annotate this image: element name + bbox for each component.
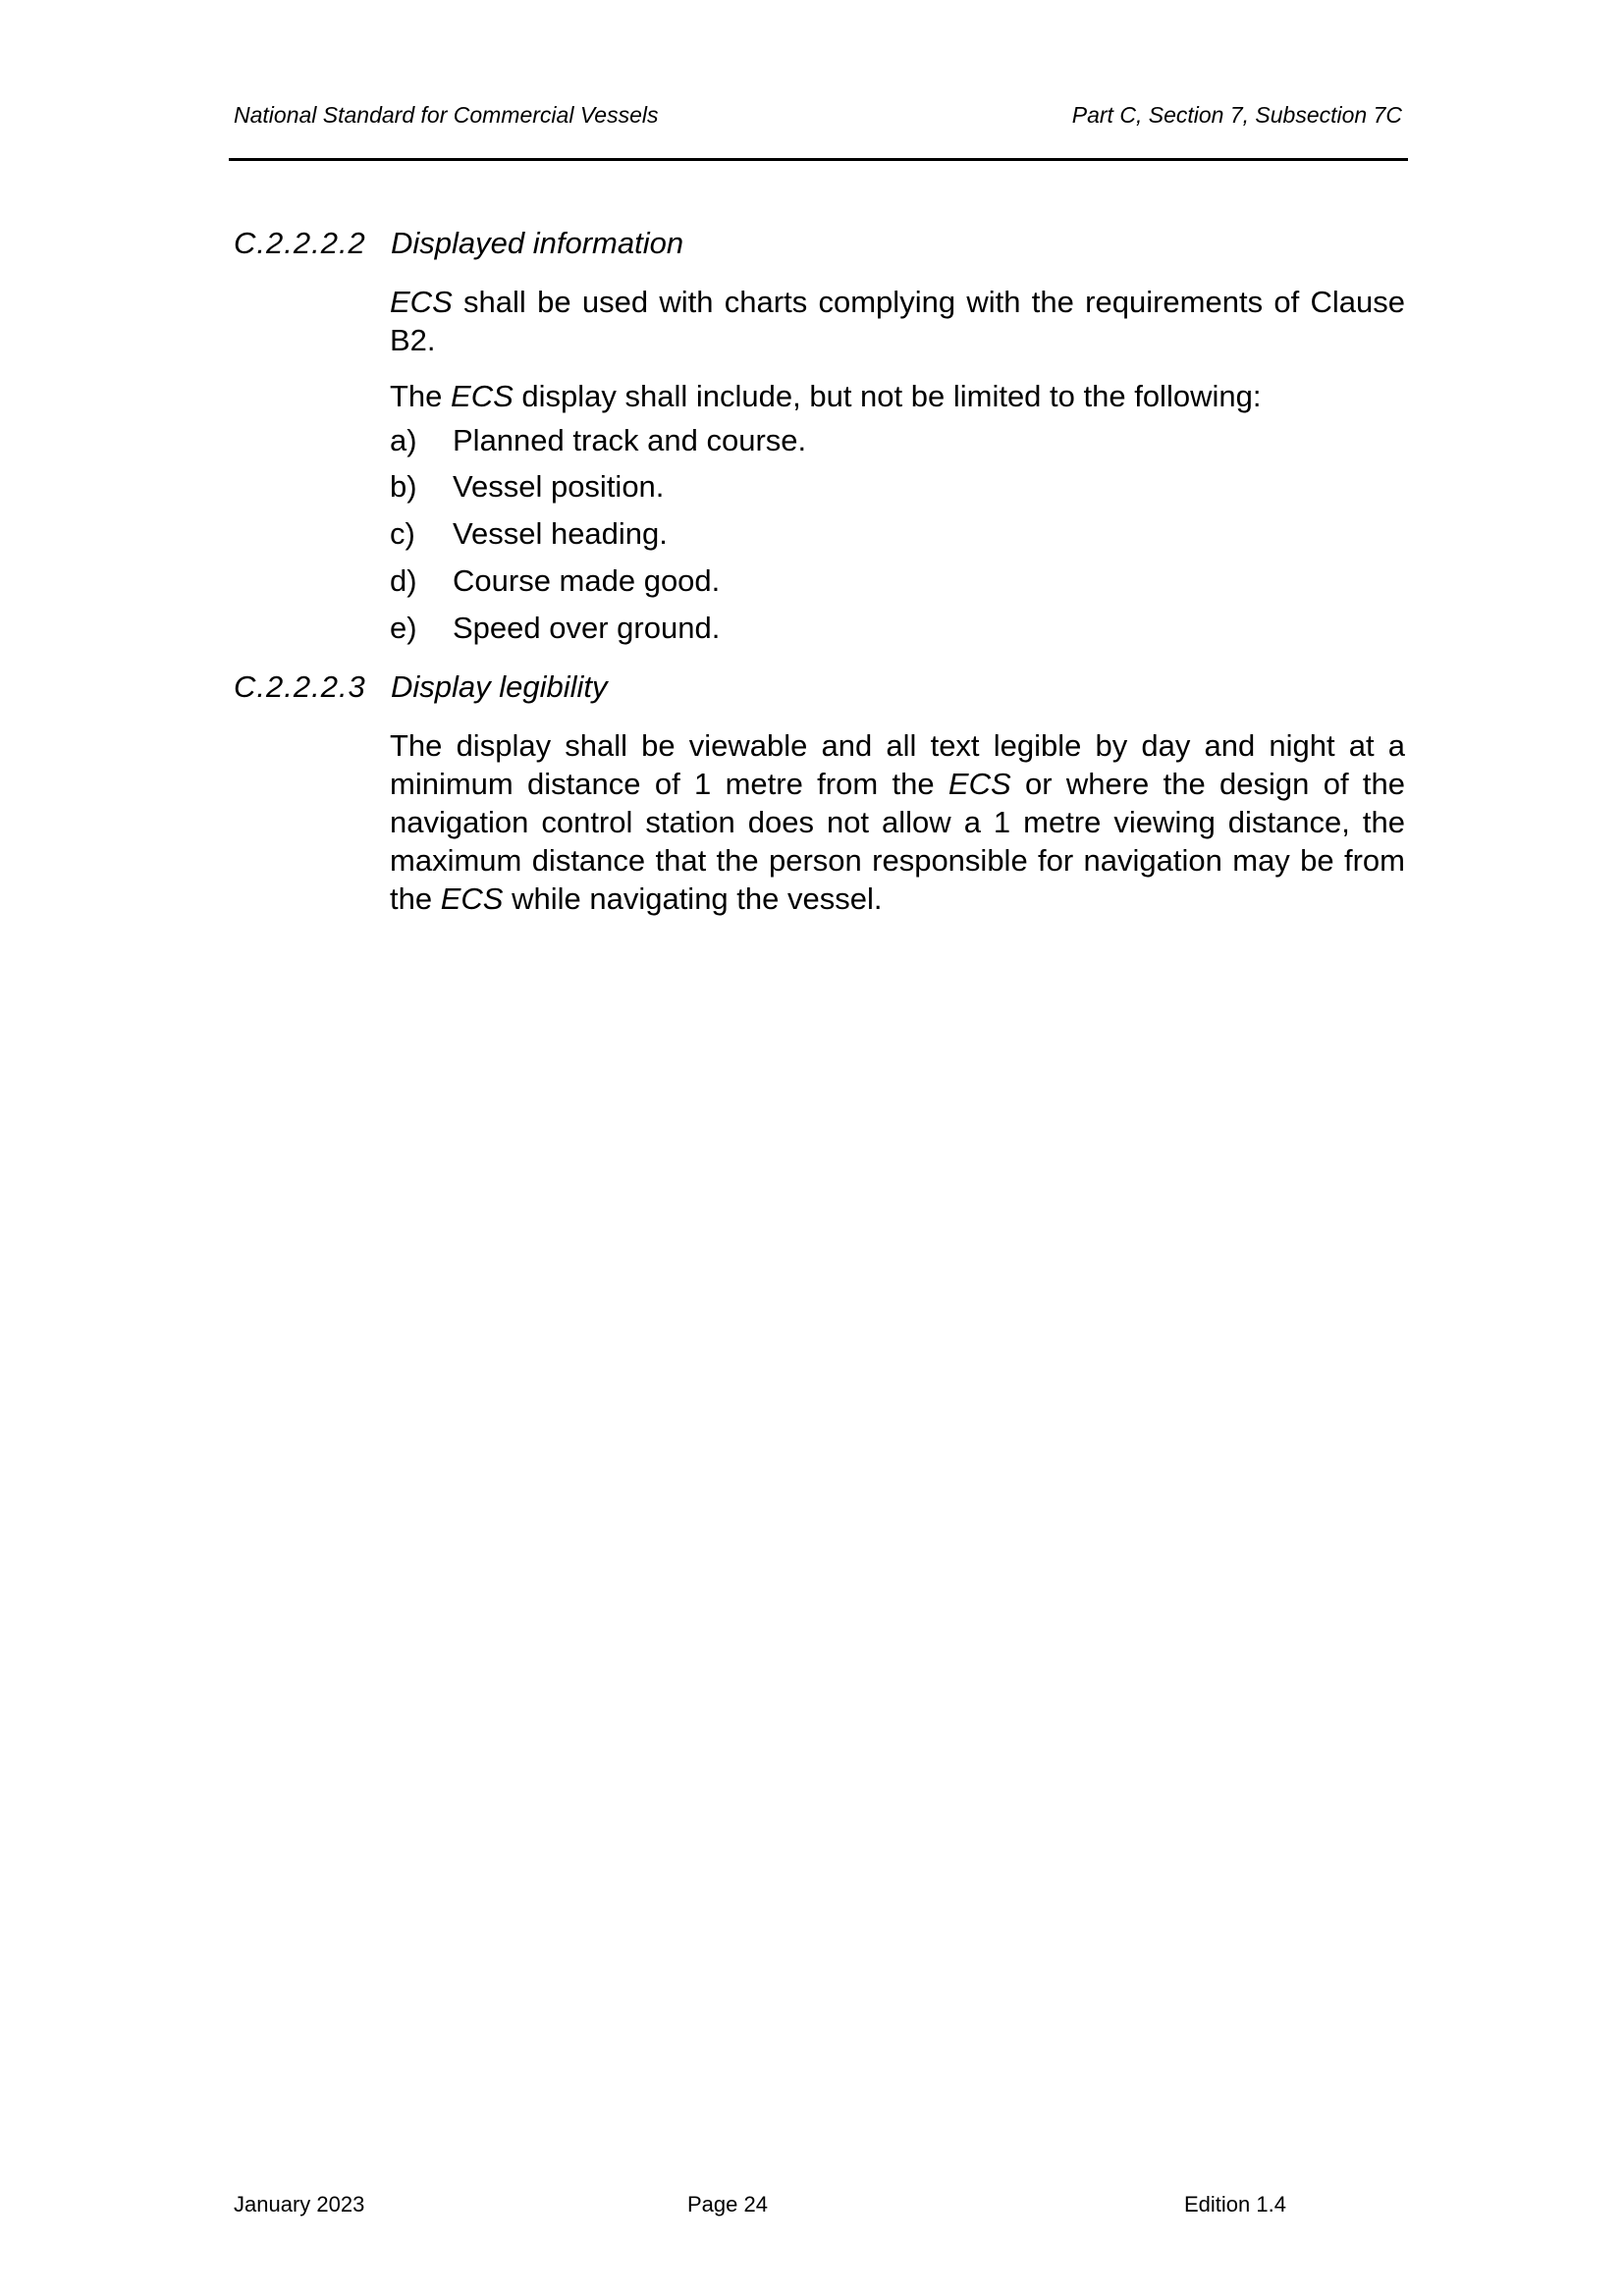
- term-ecs: ECS: [947, 767, 1011, 801]
- list-item-text: Speed over ground.: [453, 611, 721, 645]
- list-item-label: b): [390, 469, 417, 504]
- section-title: Display legibility: [391, 669, 608, 704]
- section-title: Displayed information: [391, 226, 684, 260]
- list-item: [390, 611, 720, 646]
- paragraph-text: display shall include, but not be limited to the following:: [513, 379, 1262, 413]
- paragraph-legibility: [390, 726, 1405, 918]
- term-ecs: ECS: [440, 881, 504, 916]
- paragraph-text: while navigating the vessel.: [503, 881, 883, 916]
- list-item: [390, 563, 720, 599]
- list-item-label: a): [390, 423, 417, 457]
- list-item-label: c): [390, 516, 415, 551]
- section-heading-displayed-information: [234, 226, 683, 261]
- header-section-ref: Part C, Section 7, Subsection 7C: [1071, 102, 1402, 128]
- list-item-text: Vessel heading.: [453, 516, 668, 551]
- term-ecs: ECS: [390, 285, 453, 319]
- paragraph-text: The: [390, 379, 452, 413]
- section-heading-display-legibility: [234, 669, 608, 705]
- header-divider: [229, 158, 1408, 161]
- list-item-text: Planned track and course.: [453, 423, 807, 457]
- list-item: [390, 516, 668, 552]
- list-item-text: Vessel position.: [453, 469, 665, 504]
- paragraph-text: The display shall be viewable and all text legible by day and night at a minimum distance of 1 metre from the: [390, 728, 1405, 801]
- section-number: C.2.2.2.2: [234, 226, 366, 260]
- paragraph-text: or where the design of the navigation control station does not allow a 1 metre viewing distance, the maximum distance that the person responsible for navigation may be from the: [390, 767, 1405, 916]
- header-document-title: National Standard for Commercial Vessels: [234, 102, 659, 128]
- footer-page-number: Page 24: [687, 2192, 768, 2216]
- section-number: C.2.2.2.3: [234, 669, 366, 704]
- list-item: [390, 469, 664, 505]
- paragraph-display-include: [390, 377, 1405, 415]
- list-item-text: Course made good.: [453, 563, 721, 598]
- page-header: [232, 102, 1406, 141]
- footer-date: January 2023: [234, 2192, 365, 2216]
- paragraph-text: shall be used with charts complying with the requirements of Clause B2.: [390, 285, 1405, 357]
- term-ecs: ECS: [451, 379, 514, 413]
- footer-edition: Edition 1.4: [1184, 2192, 1286, 2216]
- list-item-label: d): [390, 563, 417, 598]
- list-item-label: e): [390, 611, 417, 645]
- paragraph-charts-requirement: [390, 283, 1405, 359]
- list-item: [390, 423, 806, 458]
